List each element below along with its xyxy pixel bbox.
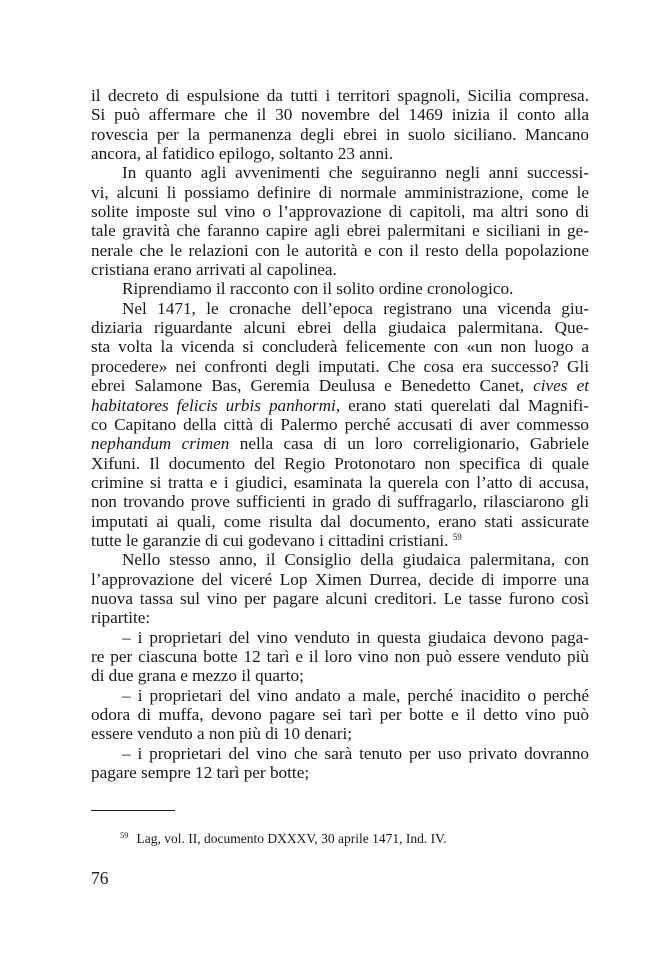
text-segment: re per ciascuna botte 12 tarì e il loro vino non può essere venduto più <box>91 646 589 666</box>
text-line <box>91 724 589 743</box>
text-line <box>91 492 589 511</box>
text-segment: non trovando prove sufficienti in grado di suffragarlo, rilasciarono gli <box>91 492 589 512</box>
text-line <box>91 512 589 531</box>
footnote-text: Lag, vol. II, documento DXXXV, 30 aprile 1471, Ind. IV. <box>136 831 447 846</box>
text-segment: nella casa di un loro correligionario, Gabriele <box>229 434 589 454</box>
text-line <box>91 105 589 124</box>
text-line <box>91 279 589 298</box>
text-line <box>91 357 589 376</box>
text-line <box>91 144 589 163</box>
text-line <box>91 221 589 240</box>
text-segment: Nello stesso anno, il Consiglio della giudaica palermitana, con <box>122 550 589 570</box>
text-segment: nerale che le relazioni con le autorità e con il resto della popolazione <box>91 240 589 260</box>
text-segment: sta volta la vicenda si concluderà felicemente con «un non luogo a <box>91 337 589 357</box>
text-segment: In quanto agli avvenimenti che seguiranno negli anni successi- <box>122 163 589 183</box>
text-line <box>91 202 589 221</box>
text-segment: l’approvazione del viceré Lop Ximen Durrea, decide di imporre una <box>91 569 589 589</box>
text-segment: Riprendiamo il racconto con il solito ordine cronologico. <box>122 279 514 299</box>
body-text <box>91 86 589 782</box>
text-line <box>91 531 589 550</box>
text-segment: pagare sempre 12 tarì per botte; <box>91 763 310 783</box>
text-segment: Nel 1471, le cronache dell’epoca registrano una vicenda giu- <box>122 298 589 318</box>
text-segment: essere venduto a non più di 10 denari; <box>91 724 353 744</box>
text-segment: vi, alcuni li possiamo definire di normale amministrazione, come le <box>91 182 589 202</box>
text-line <box>91 125 589 144</box>
text-segment: ebrei Salamone Bas, Geremia Deulusa e Benedetto Canet, <box>91 376 534 396</box>
text-segment: – i proprietari del vino venduto in questa giudaica devono paga- <box>122 627 589 647</box>
text-line <box>91 744 589 763</box>
text-line <box>91 337 589 356</box>
footnote-reference: 59 <box>452 531 462 542</box>
text-line <box>91 608 589 627</box>
text-line <box>91 163 589 182</box>
text-line <box>91 628 589 647</box>
text-line <box>91 454 589 473</box>
text-line <box>91 570 589 589</box>
text-segment: crimine si tratta e i giudici, esaminata la querela con l’atto di accusa, <box>91 472 589 492</box>
text-segment: di due grana e mezzo il quarto; <box>91 666 304 686</box>
text-segment: odora di muffa, devono pagare sei tarì per botte e il detto vino può <box>91 705 589 724</box>
text-line <box>91 86 589 105</box>
text-line <box>91 183 589 202</box>
text-line <box>91 686 589 705</box>
text-line <box>91 241 589 260</box>
text-segment: tutte le garanzie di cui godevano i cittadini cristiani. <box>91 530 453 550</box>
text-segment: il decreto di espulsione da tutti i territori spagnoli, Sicilia compresa. <box>91 86 589 105</box>
text-segment: tale gravità che faranno capire agli ebrei palermitani e siciliani in ge- <box>91 221 589 241</box>
text-segment: imputati ai quali, come risulta dal documento, erano stati assicurate <box>91 511 589 531</box>
text-segment: Si può affermare che il 30 novembre del 1469 inizia il conto alla <box>91 105 589 125</box>
text-segment: ripartite: <box>91 608 151 628</box>
text-segment: solite imposte sul vino o l’approvazione di capitoli, ma altri sono di <box>91 202 589 222</box>
text-line <box>91 318 589 337</box>
text-line <box>91 473 589 492</box>
text-line <box>91 550 589 569</box>
text-segment: diziaria riguardante alcuni ebrei della giudaica palermitana. Que- <box>91 318 589 338</box>
text-segment: – i proprietari del vino andato a male, perché inacidito o perché <box>122 685 589 705</box>
footnote-59 <box>120 830 446 847</box>
text-line <box>91 415 589 434</box>
text-line <box>91 299 589 318</box>
text-line <box>91 260 589 279</box>
text-line <box>91 396 589 415</box>
text-line <box>91 589 589 608</box>
text-line <box>91 647 589 666</box>
footnote-mark: 59 <box>120 830 129 840</box>
italic-text: habitatores felicis urbis panhormi <box>91 395 336 415</box>
text-segment: ancora, al fatidico epilogo, soltanto 23 anni. <box>91 144 394 164</box>
text-segment: Xifuni. Il documento del Regio Protonotaro non specifica di quale <box>91 453 589 473</box>
text-segment: – i proprietari del vino che sarà tenuto per uso privato dovranno <box>122 743 589 763</box>
text-segment: rovescia per la permanenza degli ebrei in suolo siciliano. Mancano <box>91 124 589 144</box>
page-number: 76 <box>91 868 109 888</box>
text-segment: cristiana erano arrivati al capolinea. <box>91 260 337 280</box>
text-segment: , erano stati querelati dal Magnifi- <box>335 395 589 415</box>
text-segment: nuova tassa sul vino per pagare alcuni creditori. Le tasse furono così <box>91 588 589 608</box>
text-line <box>91 434 589 453</box>
text-line <box>91 666 589 685</box>
text-line <box>91 763 589 782</box>
footnote-separator <box>91 810 175 811</box>
text-segment: procedere» nei confronti degli imputati. Che cosa era successo? Gli <box>91 356 589 376</box>
italic-text: nephandum crimen <box>91 434 230 454</box>
italic-text: cives et <box>533 376 589 396</box>
text-segment: co Capitano della città di Palermo perché accusati di aver commesso <box>91 414 589 434</box>
text-line <box>91 705 589 724</box>
text-line <box>91 376 589 395</box>
